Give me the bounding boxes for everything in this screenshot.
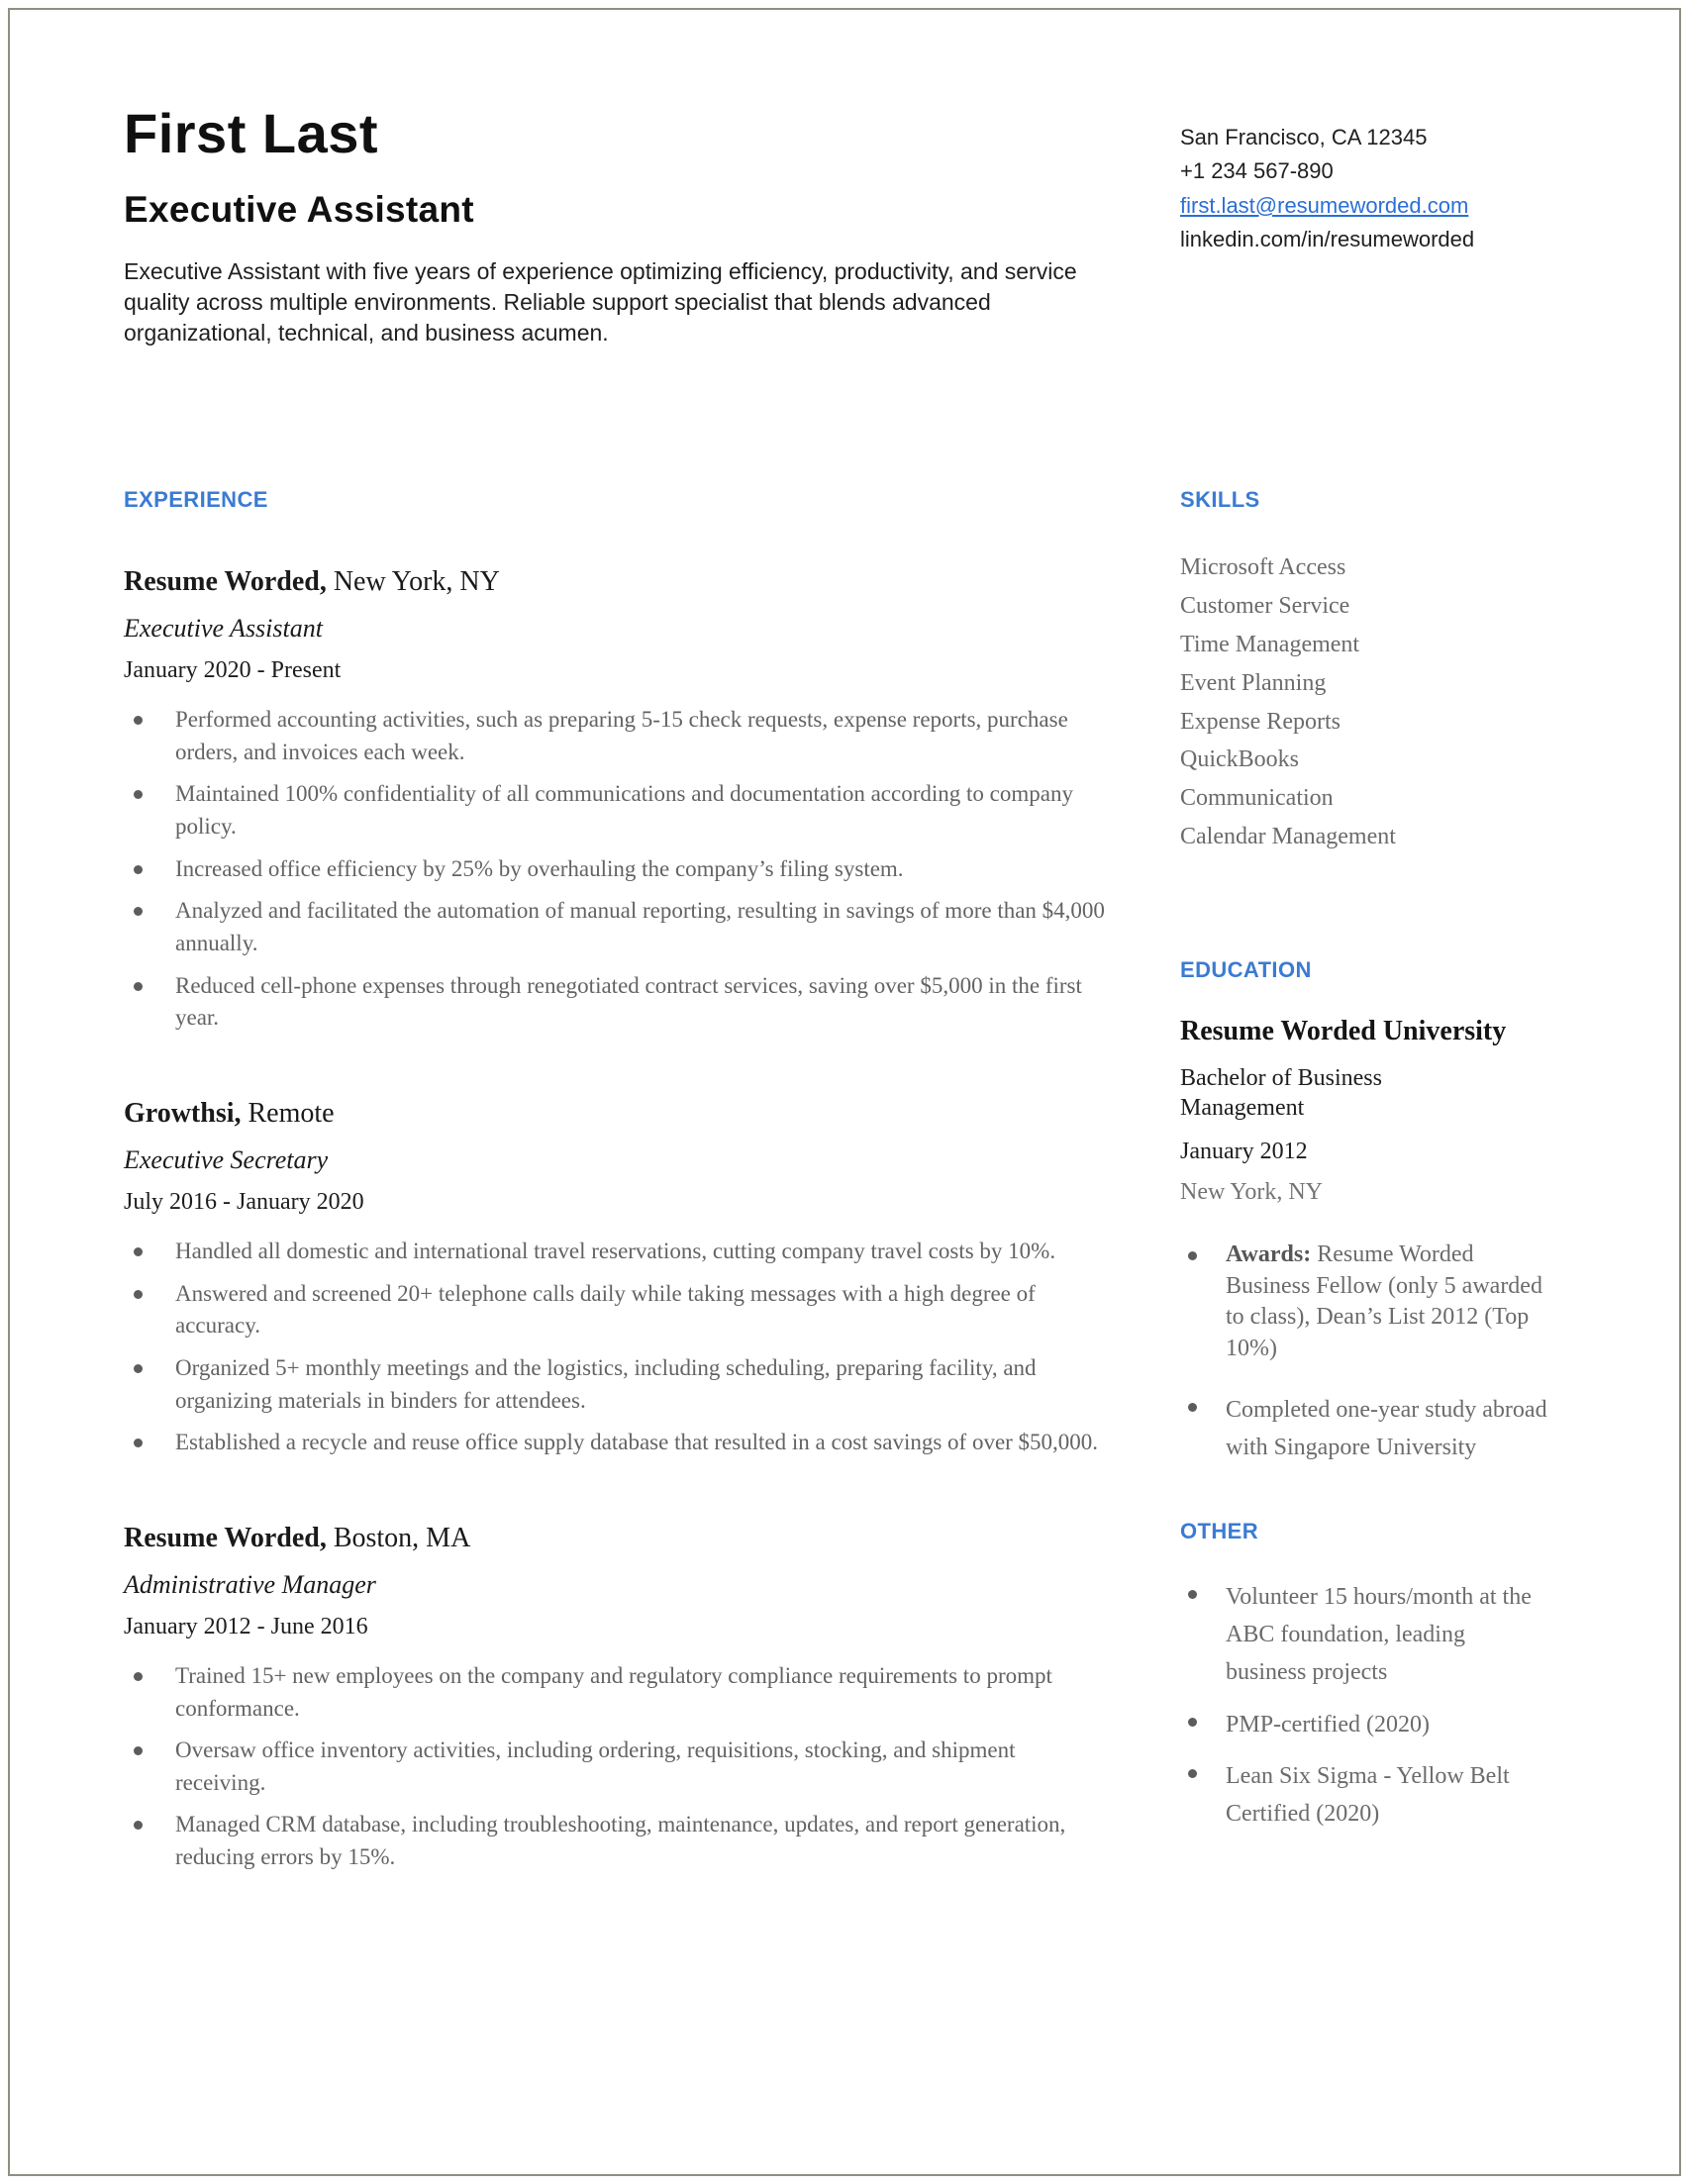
job-role: Executive Assistant bbox=[124, 614, 323, 643]
skill-item: Event Planning bbox=[1180, 669, 1327, 696]
job-company-line bbox=[124, 1523, 1109, 1554]
person-name: First Last bbox=[124, 102, 379, 164]
job-bullet: Organized 5+ monthly meetings and the logistics, including scheduling, preparing facility, and organizing materials in binders for attendees. bbox=[124, 1352, 1109, 1417]
job-bullet: Performed accounting activities, such as preparing 5-15 check requests, expense reports, purchase orders, and invoices each week. bbox=[124, 704, 1109, 768]
email-link[interactable]: first.last@resumeworded.com bbox=[1180, 192, 1469, 218]
education-degree: Bachelor of Business Management bbox=[1180, 1065, 1382, 1122]
headline-title: Executive Assistant bbox=[124, 188, 474, 230]
job-bullet: Maintained 100% confidentiality of all communications and documentation according to company policy. bbox=[124, 778, 1109, 843]
job-bullet-list bbox=[124, 704, 1109, 1035]
other-bullet: Volunteer 15 hours/month at the ABC foundation, leading business projects bbox=[1180, 1578, 1596, 1692]
job-bullet-list bbox=[124, 1236, 1109, 1459]
company-location: Boston, MA bbox=[333, 1522, 471, 1553]
job-bullet: Reduced cell-phone expenses through renegotiated contract services, saving over $5,000 in the first year. bbox=[124, 970, 1109, 1035]
education-location: New York, NY bbox=[1180, 1179, 1324, 1206]
other-bullet: Lean Six Sigma - Yellow Belt Certified (2020) bbox=[1180, 1757, 1596, 1834]
resume-page bbox=[8, 8, 1681, 2176]
education-school: Resume Worded University bbox=[1180, 1016, 1507, 1046]
education-bullet bbox=[1180, 1240, 1596, 1365]
job-entry bbox=[124, 1523, 1109, 1874]
contact-phone: +1 234 567-890 bbox=[1180, 158, 1334, 184]
company-name: Resume Worded, bbox=[124, 1522, 327, 1553]
skill-item: Calendar Management bbox=[1180, 824, 1396, 850]
job-role: Administrative Manager bbox=[124, 1569, 376, 1599]
education-bullet bbox=[1180, 1391, 1596, 1467]
sidebar-column bbox=[1180, 487, 1596, 1847]
company-location: Remote bbox=[248, 1097, 335, 1129]
education-date: January 2012 bbox=[1180, 1139, 1308, 1165]
experience-section-heading: EXPERIENCE bbox=[124, 487, 268, 512]
skill-item: Time Management bbox=[1180, 631, 1360, 657]
job-bullet-list bbox=[124, 1660, 1109, 1874]
awards-label: Awards: bbox=[1226, 1241, 1312, 1268]
job-entry bbox=[124, 566, 1109, 1035]
education-bullet-text: Completed one-year study abroad with Singapore University bbox=[1226, 1396, 1547, 1461]
job-bullet: Oversaw office inventory activities, including ordering, requisitions, stocking, and shipment receiving. bbox=[124, 1735, 1109, 1799]
company-name: Growthsi, bbox=[124, 1097, 242, 1129]
job-dates: July 2016 - January 2020 bbox=[124, 1188, 364, 1215]
job-dates: January 2012 - June 2016 bbox=[124, 1613, 368, 1639]
skill-item: Communication bbox=[1180, 785, 1334, 812]
company-name: Resume Worded, bbox=[124, 566, 327, 597]
job-bullet: Managed CRM database, including troubleshooting, maintenance, updates, and report generation, reducing errors by 15%. bbox=[124, 1809, 1109, 1873]
experience-column bbox=[124, 487, 1109, 1884]
job-entry bbox=[124, 1098, 1109, 1459]
skill-item: Expense Reports bbox=[1180, 708, 1341, 735]
resume-header bbox=[124, 102, 1104, 348]
skill-item: Microsoft Access bbox=[1180, 554, 1346, 580]
education-bullet-text: Resume Worded Business Fellow (only 5 awarded to class), Dean’s List 2012 (Top 10%) bbox=[1226, 1241, 1542, 1362]
skill-item: QuickBooks bbox=[1180, 746, 1299, 773]
other-bullet: PMP-certified (2020) bbox=[1180, 1706, 1596, 1743]
job-bullet: Established a recycle and reuse office supply database that resulted in a cost savings of over $50,000. bbox=[124, 1427, 1109, 1459]
job-company-line bbox=[124, 1098, 1109, 1130]
skills-section-heading: SKILLS bbox=[1180, 487, 1260, 512]
job-company-line bbox=[124, 566, 1109, 598]
company-location: New York, NY bbox=[333, 566, 500, 597]
skill-item: Customer Service bbox=[1180, 592, 1350, 619]
contact-block bbox=[1180, 121, 1606, 256]
job-bullet: Increased office efficiency by 25% by overhauling the company’s filing system. bbox=[124, 853, 1109, 886]
contact-linkedin: linkedin.com/in/resumeworded bbox=[1180, 226, 1475, 251]
skills-list bbox=[1180, 548, 1596, 856]
job-bullet: Handled all domestic and international travel reservations, cutting company travel costs by 10%. bbox=[124, 1236, 1109, 1268]
job-bullet: Answered and screened 20+ telephone calls daily while taking messages with a high degree of accuracy. bbox=[124, 1278, 1109, 1342]
contact-location: San Francisco, CA 12345 bbox=[1180, 125, 1428, 149]
education-section-heading: EDUCATION bbox=[1180, 957, 1312, 982]
other-bullet-list bbox=[1180, 1578, 1596, 1834]
summary-paragraph: Executive Assistant with five years of experience optimizing efficiency, productivity, and service quality across multiple environments. Reliable support specialist that blends advanced organizational, technical, and business acumen. bbox=[124, 257, 1077, 346]
other-section-heading: OTHER bbox=[1180, 1518, 1258, 1543]
job-dates: January 2020 - Present bbox=[124, 657, 342, 683]
job-bullet: Trained 15+ new employees on the company and regulatory compliance requirements to prompt conformance. bbox=[124, 1660, 1109, 1725]
education-bullet-list bbox=[1180, 1240, 1596, 1466]
job-bullet: Analyzed and facilitated the automation of manual reporting, resulting in savings of more than $4,000 annually. bbox=[124, 895, 1109, 959]
job-role: Executive Secretary bbox=[124, 1144, 329, 1174]
